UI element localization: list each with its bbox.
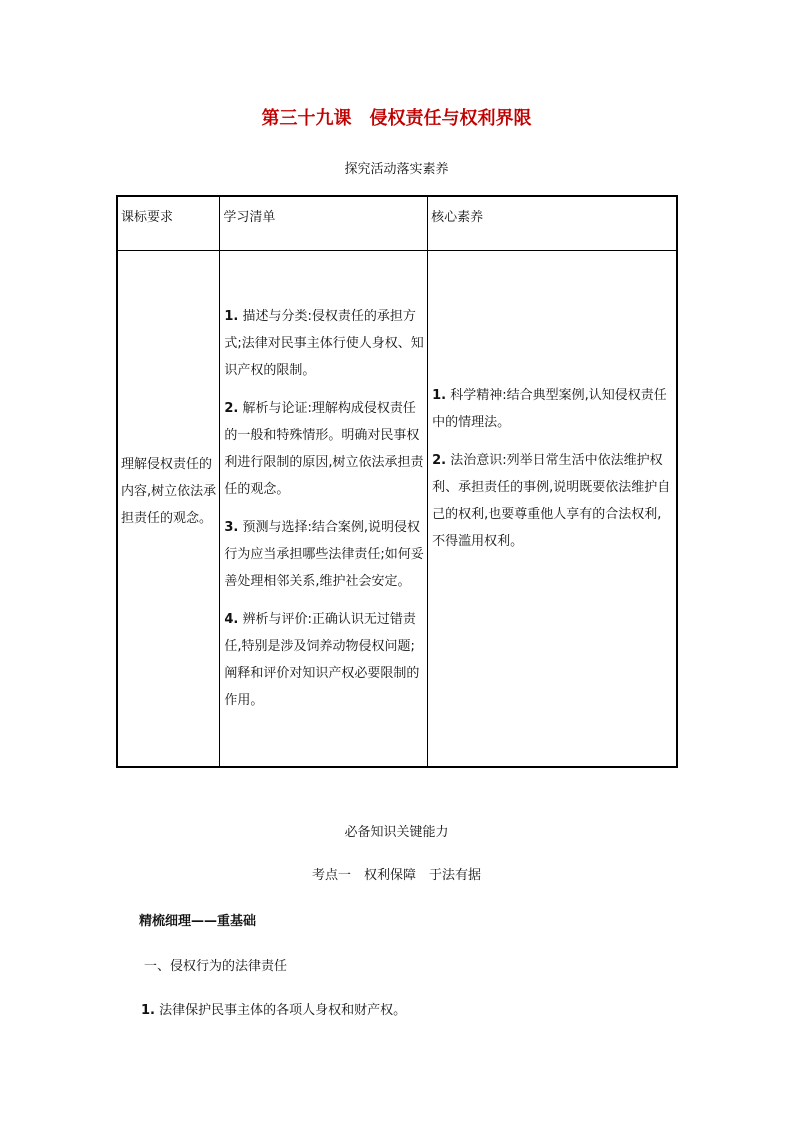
list-item: 1. 描述与分类:侵权责任的承担方式;法律对民事主体行使人身权、知识产权的限制。 (224, 309, 424, 378)
list-item: 1. 科学精神:结合典型案例,认知侵权责任中的情理法。 (432, 388, 667, 430)
requirement-text: 理解侵权责任的内容,树立依法承担责任的观念。 (121, 457, 217, 526)
basic-heading: 精梳细理——重基础 (139, 914, 257, 929)
list-item: 4. 辨析与评价:正确认识无过错责任,特别是涉及饲养动物侵权问题;阐释和评价对知识产权必要限制的作用。 (224, 612, 420, 708)
heading-one: 一、侵权行为的法律责任 (144, 959, 288, 974)
checklist-cell (220, 251, 428, 768)
header-literacy: 核心素养 (428, 196, 677, 251)
literacy-cell (428, 251, 677, 768)
list-item: 2. 解析与论证:理解构成侵权责任的一般和特殊情形。明确对民事权利进行限制的原因,树立依法承担责任的观念。 (224, 401, 424, 497)
table-body-row (117, 251, 677, 768)
header-checklist: 学习清单 (220, 196, 428, 251)
list-item: 3. 预测与选择:结合案例,说明侵权行为应当承担哪些法律责任;如何妥善处理相邻关系,维护社会安定。 (224, 520, 424, 589)
table-header-row (117, 196, 677, 251)
curriculum-table (116, 195, 678, 768)
point-title: 考点一 权利保障 于法有据 (311, 868, 481, 883)
list-item: 2. 法治意识:列举日常生活中依法维护权利、承担责任的事例,说明既要依法维护自己的权利,也要尊重他人享有的合法权利,不得滥用权利。 (432, 453, 671, 549)
paragraph-one: 1. 法律保护民事主体的各项人身权和财产权。 (141, 1003, 407, 1018)
section-title-knowledge: 必备知识关键能力 (344, 825, 449, 840)
section-title-activity: 探究活动落实素养 (344, 162, 449, 177)
page-title: 第三十九课 侵权责任与权利界限 (261, 108, 532, 129)
requirement-cell (117, 251, 220, 768)
header-requirement: 课标要求 (117, 196, 220, 251)
